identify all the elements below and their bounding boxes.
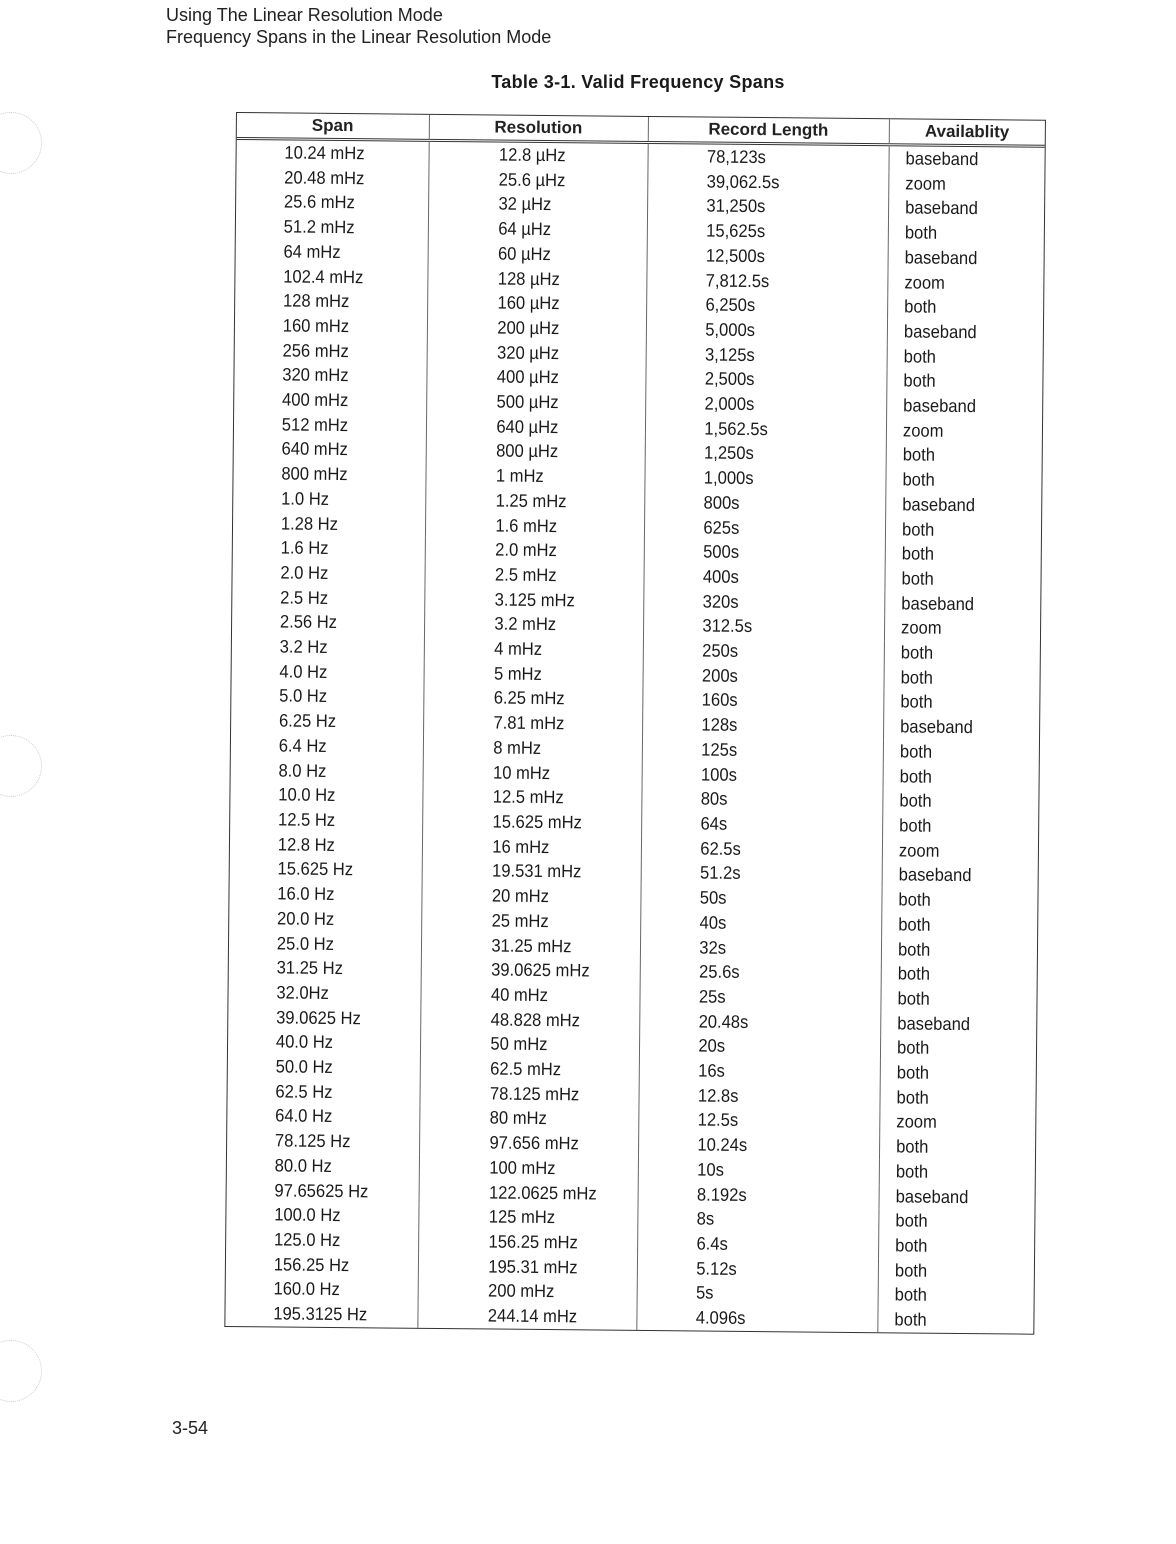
cell-record-length: 15,625s <box>647 218 869 245</box>
cell-span: 31.25 Hz <box>229 955 406 981</box>
cell-span: 1.6 Hz <box>233 535 410 561</box>
cell-availability: baseband <box>903 395 977 417</box>
cell-span: 62.5 Hz <box>227 1079 404 1105</box>
cell-resolution: 39.0625 mHz <box>421 957 623 984</box>
cell-availability: baseband <box>905 197 978 219</box>
cell-span: 32.0Hz <box>228 980 405 1006</box>
cell-resolution: 50 mHz <box>420 1031 622 1058</box>
cell-availability: both <box>903 346 937 367</box>
cell-span: 125.0 Hz <box>226 1227 403 1253</box>
cell-resolution: 10 mHz <box>423 759 625 786</box>
cell-resolution: 128 µHz <box>427 265 629 292</box>
cell-resolution: 2.0 mHz <box>425 537 627 564</box>
cell-availability: both <box>900 642 934 663</box>
cell-availability: both <box>896 1136 929 1157</box>
cell-resolution: 5 mHz <box>424 661 626 688</box>
cell-availability: both <box>897 938 931 960</box>
cell-span: 10.0 Hz <box>230 782 407 808</box>
cell-availability: both <box>896 1087 929 1108</box>
cell-record-length: 39,062.5s <box>647 169 869 196</box>
cell-resolution: 60 µHz <box>428 241 630 268</box>
page-number: 3-54 <box>172 1418 209 1438</box>
cell-record-length: 80s <box>641 786 863 813</box>
cell-resolution: 4 mHz <box>424 636 626 663</box>
cell-record-length: 62.5s <box>641 836 863 863</box>
cell-record-length: 128s <box>642 712 864 739</box>
cell-resolution: 3.125 mHz <box>424 586 626 613</box>
cell-record-length: 12,500s <box>647 243 869 270</box>
cell-resolution: 97.656 mHz <box>419 1130 621 1157</box>
cell-availability: baseband <box>905 148 979 170</box>
cell-availability: both <box>901 568 934 589</box>
cell-span: 39.0625 Hz <box>228 1005 405 1031</box>
cell-availability: baseband <box>904 247 978 268</box>
cell-resolution: 7.81 mHz <box>423 710 625 737</box>
cell-resolution: 500 µHz <box>426 389 628 416</box>
cell-resolution: 2.5 mHz <box>424 562 626 589</box>
cell-availability: baseband <box>900 716 973 738</box>
cell-span: 1.28 Hz <box>233 511 410 537</box>
cell-availability: both <box>903 370 936 392</box>
cell-resolution: 15.625 mHz <box>422 809 624 836</box>
cell-span: 25.0 Hz <box>229 930 406 956</box>
cell-availability: baseband <box>903 321 977 343</box>
cell-record-length: 500s <box>644 539 866 566</box>
cell-record-length: 78,123s <box>647 142 869 170</box>
cell-resolution: 6.25 mHz <box>423 685 625 712</box>
cell-span: 16.0 Hz <box>229 881 406 907</box>
cell-span: 40.0 Hz <box>228 1029 405 1055</box>
cell-span: 6.4 Hz <box>231 733 408 759</box>
cell-record-length: 312.5s <box>643 613 865 640</box>
cell-record-length: 320s <box>643 589 865 616</box>
header-chapter-title: Using The Linear Resolution Mode <box>166 5 443 25</box>
cell-record-length: 160s <box>642 687 864 714</box>
cell-span: 20.48 mHz <box>236 165 413 191</box>
cell-resolution: 31.25 mHz <box>421 932 623 959</box>
cell-span: 12.8 Hz <box>230 832 407 858</box>
cell-availability: zoom <box>905 173 946 194</box>
cell-span: 20.0 Hz <box>229 906 406 932</box>
cell-record-length: 40s <box>640 910 862 937</box>
cell-record-length: 250s <box>643 638 865 665</box>
cell-span: 6.25 Hz <box>231 708 408 734</box>
cell-availability: both <box>899 790 932 811</box>
cell-span: 256 mHz <box>235 338 412 364</box>
cell-record-length: 2,500s <box>645 366 867 393</box>
cell-availability: both <box>895 1235 928 1256</box>
cell-span: 3.2 Hz <box>232 634 409 660</box>
cell-availability: both <box>895 1210 928 1231</box>
cell-span: 97.65625 Hz <box>227 1177 404 1203</box>
cell-availability: baseband <box>895 1185 969 1207</box>
cell-record-length: 7,812.5s <box>646 267 868 294</box>
punch-hole-mark <box>0 112 42 174</box>
cell-record-length: 1,562.5s <box>645 416 867 443</box>
cell-availability: both <box>897 963 931 984</box>
cell-record-length: 16s <box>639 1058 861 1085</box>
cell-span: 5.0 Hz <box>231 683 408 709</box>
running-header <box>166 4 551 48</box>
cell-availability: baseband <box>898 864 972 886</box>
cell-resolution: 100 mHz <box>419 1155 621 1182</box>
cell-record-length: 4.096s <box>636 1305 858 1332</box>
table-body <box>225 139 1044 1334</box>
cell-resolution: 8 mHz <box>423 735 625 762</box>
cell-span: 195.3125 Hz <box>225 1301 402 1327</box>
cell-availability: both <box>904 296 937 317</box>
cell-availability: both <box>896 1062 930 1083</box>
cell-availability: both <box>904 222 938 243</box>
cell-availability: both <box>898 889 931 910</box>
cell-record-length: 400s <box>643 564 865 591</box>
cell-resolution: 1 mHz <box>425 463 627 490</box>
cell-span: 400 mHz <box>234 387 411 413</box>
cell-availability: both <box>901 543 935 564</box>
cell-record-length: 25s <box>639 984 861 1011</box>
cell-availability: both <box>899 765 933 787</box>
cell-availability: zoom <box>898 840 940 861</box>
cell-availability: both <box>899 741 933 762</box>
cell-availability: both <box>900 667 933 688</box>
cell-resolution: 1.25 mHz <box>425 488 627 515</box>
cell-span: 512 mHz <box>234 412 411 438</box>
cell-span: 50.0 Hz <box>228 1054 405 1080</box>
cell-resolution: 40 mHz <box>420 982 622 1009</box>
cell-span: 8.0 Hz <box>231 758 408 784</box>
cell-resolution: 400 µHz <box>426 364 628 391</box>
cell-span: 102.4 mHz <box>235 264 412 290</box>
cell-record-length: 25.6s <box>640 959 862 986</box>
column-header-record-length: Record Length <box>648 117 889 145</box>
table-caption: Table 3-1. Valid Frequency Spans <box>491 72 785 92</box>
cell-span: 320 mHz <box>234 362 411 388</box>
cell-availability: both <box>899 815 932 836</box>
cell-availability: baseband <box>902 494 976 515</box>
header-section-title: Frequency Spans in the Linear Resolution Mode <box>166 27 552 47</box>
cell-record-length: 8.192s <box>638 1181 860 1208</box>
cell-availability: both <box>902 444 936 466</box>
cell-resolution: 62.5 mHz <box>420 1056 622 1083</box>
cell-resolution: 78.125 mHz <box>419 1081 621 1108</box>
cell-resolution: 19.531 mHz <box>422 858 624 885</box>
cell-span: 10.24 mHz <box>236 139 413 167</box>
cell-span: 64.0 Hz <box>227 1103 404 1129</box>
cell-record-length: 5.12s <box>637 1256 859 1283</box>
cell-span: 160.0 Hz <box>226 1276 403 1302</box>
cell-span: 80.0 Hz <box>227 1153 404 1179</box>
cell-record-length: 20s <box>639 1033 861 1060</box>
cell-record-length: 125s <box>642 737 864 764</box>
cell-availability: both <box>894 1309 927 1330</box>
punch-hole-mark <box>0 1340 42 1402</box>
cell-resolution: 195.31 mHz <box>418 1253 620 1280</box>
cell-availability: zoom <box>901 617 942 639</box>
cell-resolution: 1.6 mHz <box>425 512 627 539</box>
cell-record-length: 51.2s <box>641 860 863 887</box>
cell-resolution: 200 mHz <box>418 1278 620 1305</box>
cell-resolution: 32 µHz <box>428 191 630 218</box>
cell-availability: zoom <box>896 1111 937 1133</box>
cell-record-length: 2,000s <box>645 391 867 418</box>
cell-resolution: 20 mHz <box>421 883 623 910</box>
cell-span: 160 mHz <box>235 313 412 339</box>
cell-availability: both <box>902 469 935 490</box>
punch-hole-mark <box>0 735 42 797</box>
cell-record-length: 20.48s <box>639 1009 861 1036</box>
cell-availability: zoom <box>904 271 946 293</box>
cell-resolution: 244.14 mHz <box>417 1303 619 1330</box>
cell-record-length: 10.24s <box>638 1132 860 1159</box>
cell-resolution: 25 mHz <box>421 908 623 935</box>
cell-resolution: 12.8 µHz <box>428 140 630 168</box>
column-header-span: Span <box>237 113 429 140</box>
cell-resolution: 3.2 mHz <box>424 611 626 638</box>
cell-span: 100.0 Hz <box>226 1202 403 1228</box>
cell-record-length: 50s <box>640 885 862 912</box>
cell-span: 12.5 Hz <box>230 807 407 833</box>
cell-span: 25.6 mHz <box>236 189 413 215</box>
cell-record-length: 100s <box>642 762 864 789</box>
cell-resolution: 320 µHz <box>427 339 629 366</box>
cell-span: 128 mHz <box>235 288 412 314</box>
cell-record-length: 12.8s <box>638 1083 860 1110</box>
cell-availability: both <box>901 518 935 540</box>
cell-availability: both <box>898 914 931 935</box>
cell-record-length: 1,250s <box>645 440 867 467</box>
cell-resolution: 48.828 mHz <box>420 1006 622 1033</box>
cell-record-length: 31,250s <box>647 193 869 220</box>
cell-availability: baseband <box>901 593 975 614</box>
cell-resolution: 156.25 mHz <box>418 1229 620 1256</box>
cell-record-length: 200s <box>642 663 864 690</box>
cell-resolution: 122.0625 mHz <box>419 1179 621 1206</box>
cell-record-length: 6,250s <box>646 292 868 319</box>
cell-availability: both <box>894 1284 928 1306</box>
cell-record-length: 64s <box>641 811 863 838</box>
cell-availability: both <box>896 1037 930 1059</box>
cell-record-length: 6.4s <box>637 1231 859 1258</box>
cell-availability: both <box>897 988 930 1009</box>
cell-record-length: 625s <box>644 514 866 541</box>
cell-availability: zoom <box>902 420 944 441</box>
cell-record-length: 5s <box>637 1280 859 1307</box>
cell-resolution: 800 µHz <box>426 438 628 465</box>
column-header-resolution: Resolution <box>429 115 648 143</box>
cell-resolution: 125 mHz <box>418 1204 620 1231</box>
cell-availability: both <box>894 1260 928 1281</box>
cell-span: 2.56 Hz <box>232 609 409 635</box>
cell-record-length: 8s <box>637 1206 859 1233</box>
cell-record-length: 12.5s <box>638 1107 860 1134</box>
cell-resolution: 640 µHz <box>426 414 628 441</box>
cell-record-length: 3,125s <box>646 342 868 369</box>
cell-resolution: 64 µHz <box>428 216 630 243</box>
cell-resolution: 200 µHz <box>427 315 629 342</box>
cell-span: 51.2 mHz <box>236 214 413 240</box>
cell-span: 64 mHz <box>236 239 413 265</box>
cell-span: 800 mHz <box>233 461 410 487</box>
cell-availability: both <box>900 691 933 713</box>
cell-availability: baseband <box>897 1012 971 1034</box>
cell-span: 2.5 Hz <box>232 585 409 611</box>
cell-record-length: 1,000s <box>644 465 866 492</box>
column-header-availability: Availablity <box>889 119 1045 146</box>
cell-span: 640 mHz <box>234 436 411 462</box>
cell-span: 156.25 Hz <box>226 1252 403 1278</box>
cell-availability: both <box>895 1161 929 1182</box>
cell-record-length: 800s <box>644 490 866 517</box>
cell-resolution: 12.5 mHz <box>422 784 624 811</box>
cell-span: 4.0 Hz <box>232 659 409 685</box>
cell-resolution: 80 mHz <box>419 1105 621 1132</box>
cell-record-length: 5,000s <box>646 317 868 344</box>
cell-resolution: 16 mHz <box>422 834 624 861</box>
cell-span: 78.125 Hz <box>227 1128 404 1154</box>
frequency-spans-table <box>224 112 1046 1334</box>
cell-span: 2.0 Hz <box>232 560 409 586</box>
cell-span: 15.625 Hz <box>230 856 407 882</box>
cell-record-length: 10s <box>638 1157 860 1184</box>
cell-span: 1.0 Hz <box>233 486 410 512</box>
cell-record-length: 32s <box>640 934 862 961</box>
cell-resolution: 160 µHz <box>427 290 629 317</box>
cell-resolution: 25.6 µHz <box>428 167 630 194</box>
